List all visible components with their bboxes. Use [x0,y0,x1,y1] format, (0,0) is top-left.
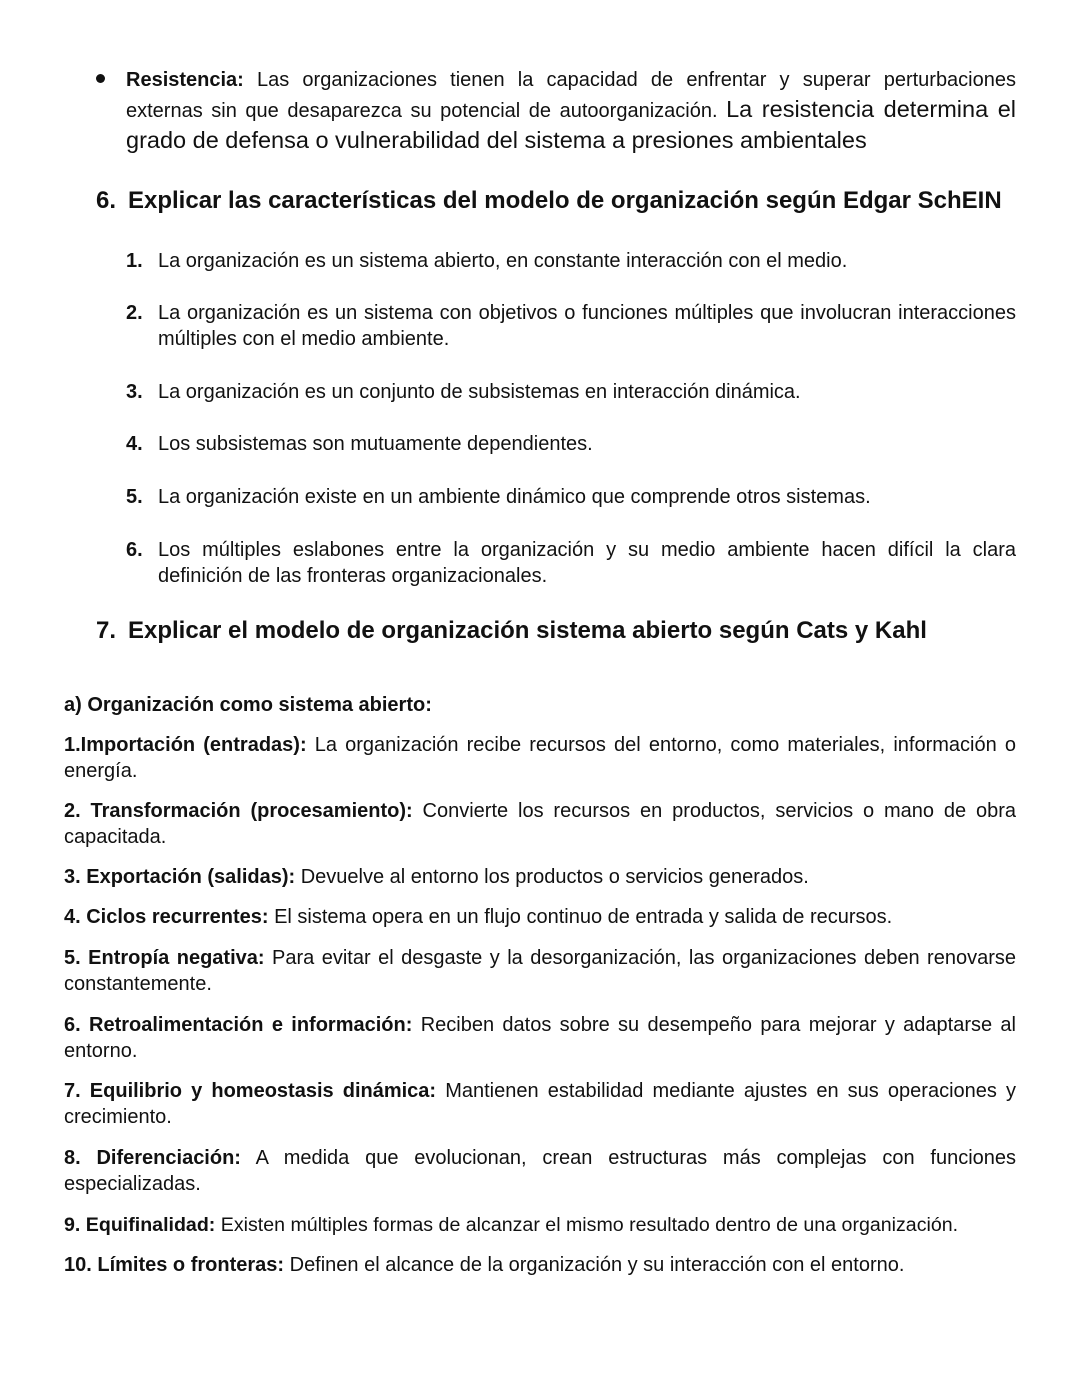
schein-item [126,431,1016,457]
schein-item [126,484,1016,510]
item-label: 3. Exportación (salidas): [64,866,296,888]
schein-item-number: 5. [126,486,143,508]
section7-title: Explicar el modelo de organización sistema abierto según Cats y Kahl [128,617,927,644]
item-text: Reciben datos sobre su desempeño para mejorar y adaptarse al entorno. [64,1014,1016,1062]
katz-kahn-item [64,1145,1016,1197]
item-label: 7. Equilibrio y homeostasis dinámica: [64,1080,437,1102]
item-label: 2. Transformación (procesamiento): [64,800,413,822]
item-text: Mantienen estabilidad mediante ajustes en sus operaciones y crecimiento. [64,1080,1016,1128]
resistencia-label: Resistencia: [126,69,244,91]
section6-title: Explicar las características del modelo de organización según Edgar SchEIN [128,187,1002,214]
item-text: A medida que evolucionan, crean estructuras más complejas con funciones especializadas. [64,1147,1017,1195]
item-text: El sistema opera en un flujo continuo de entrada y salida de recursos. [268,906,893,928]
schein-item-number: 4. [126,433,143,455]
resistencia-bullet [126,66,1016,157]
section6-number: 6. [96,187,117,214]
item-label: 1.Importación (entradas): [64,734,307,756]
schein-item-text: La organización es un conjunto de subsistemas en interacción dinámica. [158,381,801,403]
schein-item [126,248,1016,274]
item-text: Devuelve al entorno los productos o servicios generados. [295,866,809,888]
item-text: Definen el alcance de la organización y su interacción con el entorno. [284,1254,905,1276]
schein-item-number: 1. [126,250,143,272]
schein-item [126,379,1016,405]
item-label: 4. Ciclos recurrentes: [64,906,269,928]
resistencia-text: Las organizaciones tienen la capacidad de enfrentar y superar perturbaciones externas sin que desaparezca su potencial de autoorganización. [126,69,1016,122]
schein-item [126,537,1016,589]
item-text: La organización recibe recursos del entorno, como materiales, información o energía. [64,734,1016,782]
katz-kahn-item [64,1212,1016,1238]
katz-kahn-item [64,904,1016,930]
schein-item [126,300,1016,352]
item-text: Existen múltiples formas de alcanzar el mismo resultado dentro de una organización. [215,1214,959,1236]
section7-subheading: a) Organización como sistema abierto: [64,694,432,716]
katz-kahn-item [64,945,1016,997]
katz-kahn-item [64,1078,1016,1130]
bullet-icon [96,74,105,83]
section7-number: 7. [96,617,117,644]
katz-kahn-item [64,864,1016,890]
item-label: 6. Retroalimentación e información: [64,1014,413,1036]
item-text: Para evitar el desgaste y la desorganización, las organizaciones deben renovarse constantemente. [64,947,1016,995]
item-label: 8. Diferenciación: [64,1147,241,1169]
katz-kahn-item [64,798,1016,850]
katz-kahn-item [64,1012,1016,1064]
item-text: Convierte los recursos en productos, servicios o mano de obra capacitada. [64,800,1016,848]
item-label: 9. Equifinalidad: [64,1214,216,1236]
schein-item-number: 3. [126,381,143,403]
katz-kahn-item [64,732,1016,784]
schein-item-text: La organización existe en un ambiente dinámico que comprende otros sistemas. [158,486,871,508]
schein-item-text: La organización es un sistema abierto, en constante interacción con el medio. [158,250,848,272]
resistencia-text-large: La resistencia determina el grado de defensa o vulnerabilidad del sistema a presiones ambientales [126,96,1017,153]
katz-kahn-item [64,1252,1016,1278]
item-label: 5. Entropía negativa: [64,947,265,969]
schein-item-text: Los múltiples eslabones entre la organización y su medio ambiente hacen difícil la clara definición de las fronteras organizacionales. [158,539,1016,587]
schein-item-number: 2. [126,302,143,324]
schein-item-text: Los subsistemas son mutuamente dependientes. [158,433,593,455]
schein-item-number: 6. [126,539,143,561]
item-label: 10. Límites o fronteras: [64,1254,285,1276]
schein-item-text: La organización es un sistema con objetivos o funciones múltiples que involucran interacciones múltiples con el medio ambiente. [158,302,1016,350]
